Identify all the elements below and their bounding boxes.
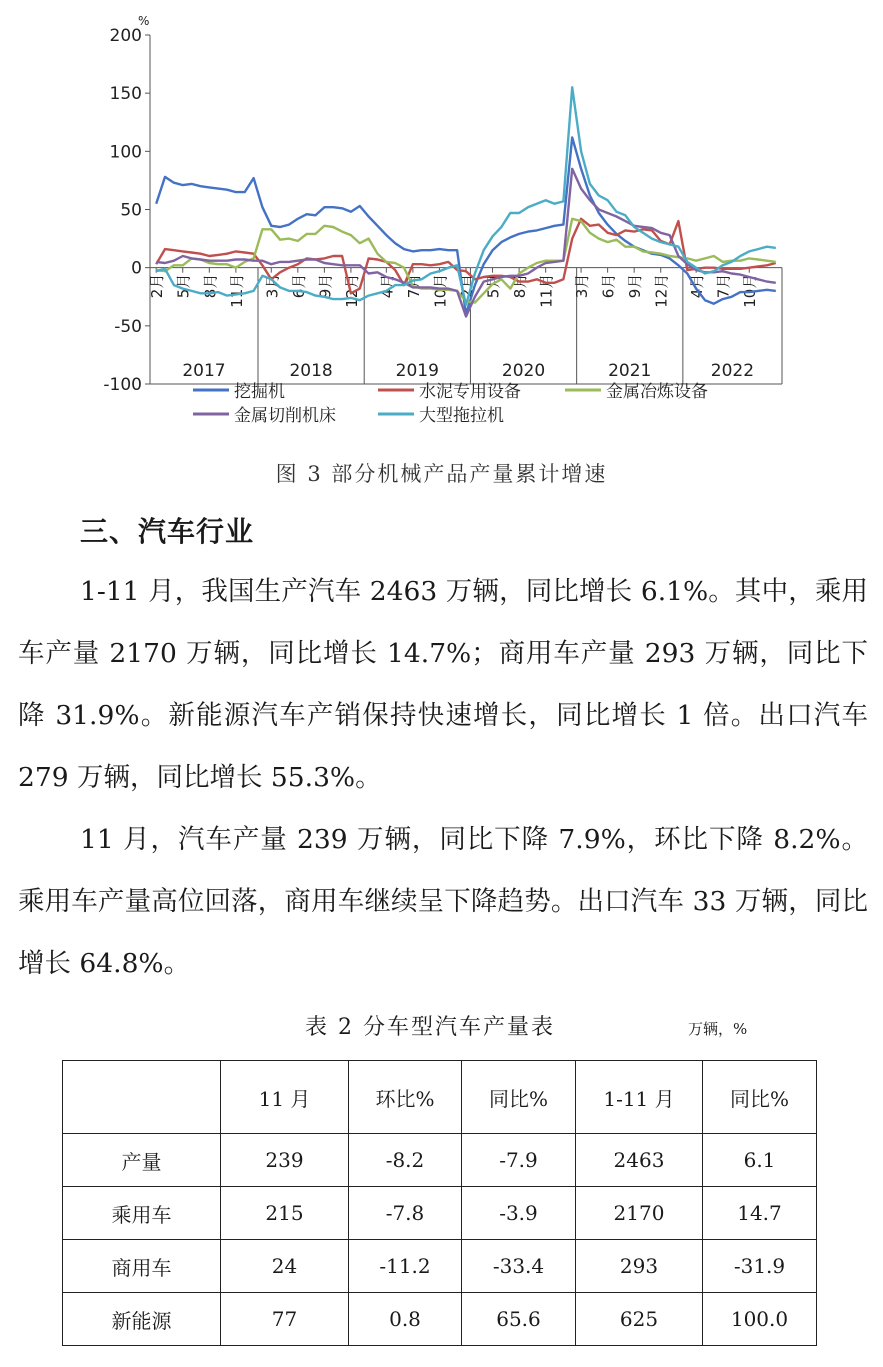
year-label: 2019	[395, 361, 439, 381]
row-label: 产量	[63, 1134, 221, 1187]
table-cell: -31.9	[703, 1240, 817, 1293]
legend-label: 金属切削机床	[234, 406, 336, 426]
row-label: 新能源	[63, 1293, 221, 1346]
table-cell: -11.2	[349, 1240, 462, 1293]
table-cell: 77	[221, 1293, 349, 1346]
year-label: 2017	[182, 361, 226, 381]
header-cell	[63, 1061, 221, 1134]
header-cell: 环比%	[349, 1061, 462, 1134]
row-label: 商用车	[63, 1240, 221, 1293]
month-label: 12月	[652, 273, 671, 308]
month-label: 5月	[174, 273, 193, 299]
table-cell: 215	[221, 1187, 349, 1240]
month-label: 12月	[342, 273, 361, 308]
table-cell: 293	[576, 1240, 703, 1293]
month-label: 3月	[263, 273, 282, 299]
table-cell: -7.9	[462, 1134, 576, 1187]
y-tick-label: -100	[103, 375, 142, 395]
month-label: 3月	[573, 273, 592, 299]
month-label: 9月	[626, 273, 645, 299]
y-tick-label: 200	[109, 26, 142, 46]
table-header-row	[63, 1061, 817, 1134]
y-unit-label: %	[138, 14, 150, 28]
month-label: 7月	[714, 273, 733, 299]
year-label: 2020	[501, 361, 546, 381]
table-cell: -8.2	[349, 1134, 462, 1187]
table-row	[63, 1187, 817, 1240]
year-label: 2022	[710, 361, 755, 381]
table-cell: 625	[576, 1293, 703, 1346]
table-cell: 24	[221, 1240, 349, 1293]
legend-label: 大型拖拉机	[419, 406, 504, 426]
y-tick-label: 150	[109, 84, 142, 105]
table-cell: 2170	[576, 1187, 703, 1240]
y-tick-label: 0	[131, 258, 142, 279]
y-tick-label: -50	[114, 316, 142, 337]
growth-line-chart	[0, 0, 883, 440]
vehicle-output-table	[62, 1060, 817, 1346]
month-label: 8月	[201, 273, 220, 299]
table-cell: -3.9	[462, 1187, 576, 1240]
month-label: 11月	[537, 273, 556, 308]
month-label: 4月	[688, 273, 707, 299]
table-cell: 14.7	[703, 1187, 817, 1240]
header-cell: 同比%	[703, 1061, 817, 1134]
header-cell: 11 月	[221, 1061, 349, 1134]
y-tick-label: 50	[120, 200, 142, 221]
month-label: 5月	[484, 273, 503, 299]
year-label: 2021	[608, 361, 652, 381]
month-label: 10月	[431, 273, 450, 308]
month-label: 2月	[458, 273, 476, 299]
table-cell: -7.8	[349, 1187, 462, 1240]
month-label: 11月	[227, 273, 246, 308]
month-label: 6月	[599, 273, 618, 299]
table-cell: 65.6	[462, 1293, 576, 1346]
row-label: 乘用车	[63, 1187, 221, 1240]
figure-caption: 图 3 部分机械产品产量累计增速	[275, 462, 608, 486]
paragraph-2-text: 11 月，汽车产量 239 万辆，同比下降 7.9%，环比下降 8.2%。乘用车产量高位回落，商用车继续呈下降趋势。出口汽车 33 万辆，同比增长 64.8%。	[18, 824, 868, 979]
table-row	[63, 1240, 817, 1293]
header-cell: 1-11 月	[576, 1061, 703, 1134]
paragraph-2	[18, 809, 868, 995]
table-cell: 100.0	[703, 1293, 817, 1346]
legend-label: 水泥专用设备	[419, 382, 521, 402]
table-title: 表 2 分车型汽车产量表	[305, 1015, 555, 1040]
table-unit: 万辆，%	[688, 1020, 748, 1038]
month-label: 7月	[404, 273, 423, 299]
month-label: 9月	[316, 273, 335, 299]
month-label: 4月	[378, 273, 397, 299]
table-cell: 2463	[576, 1134, 703, 1187]
month-label: 10月	[741, 273, 760, 308]
legend-label: 金属冶炼设备	[606, 382, 708, 402]
paragraph-1	[18, 561, 868, 809]
table-cell: 239	[221, 1134, 349, 1187]
table-row	[63, 1134, 817, 1187]
section-title: 三、汽车行业	[80, 515, 255, 548]
paragraph-1-text: 1-11 月，我国生产汽车 2463 万辆，同比增长 6.1%。其中，乘用车产量 2170 万辆，同比增长 14.7%；商用车产量 293 万辆，同比下降 31.9%。新能源汽车产销保持快速增长，同比增长 1 倍。出口汽车 279 万辆，同比增长 55.3%。	[18, 576, 868, 793]
table-cell: -33.4	[462, 1240, 576, 1293]
table-cell: 0.8	[349, 1293, 462, 1346]
table-row	[63, 1293, 817, 1346]
y-tick-label: 100	[109, 142, 142, 163]
table-cell: 6.1	[703, 1134, 817, 1187]
legend-label: 挖掘机	[234, 382, 285, 402]
year-label: 2018	[289, 361, 333, 381]
header-cell: 同比%	[462, 1061, 576, 1134]
month-label: 2月	[148, 273, 167, 299]
month-label: 6月	[289, 273, 308, 299]
month-label: 8月	[511, 273, 530, 299]
